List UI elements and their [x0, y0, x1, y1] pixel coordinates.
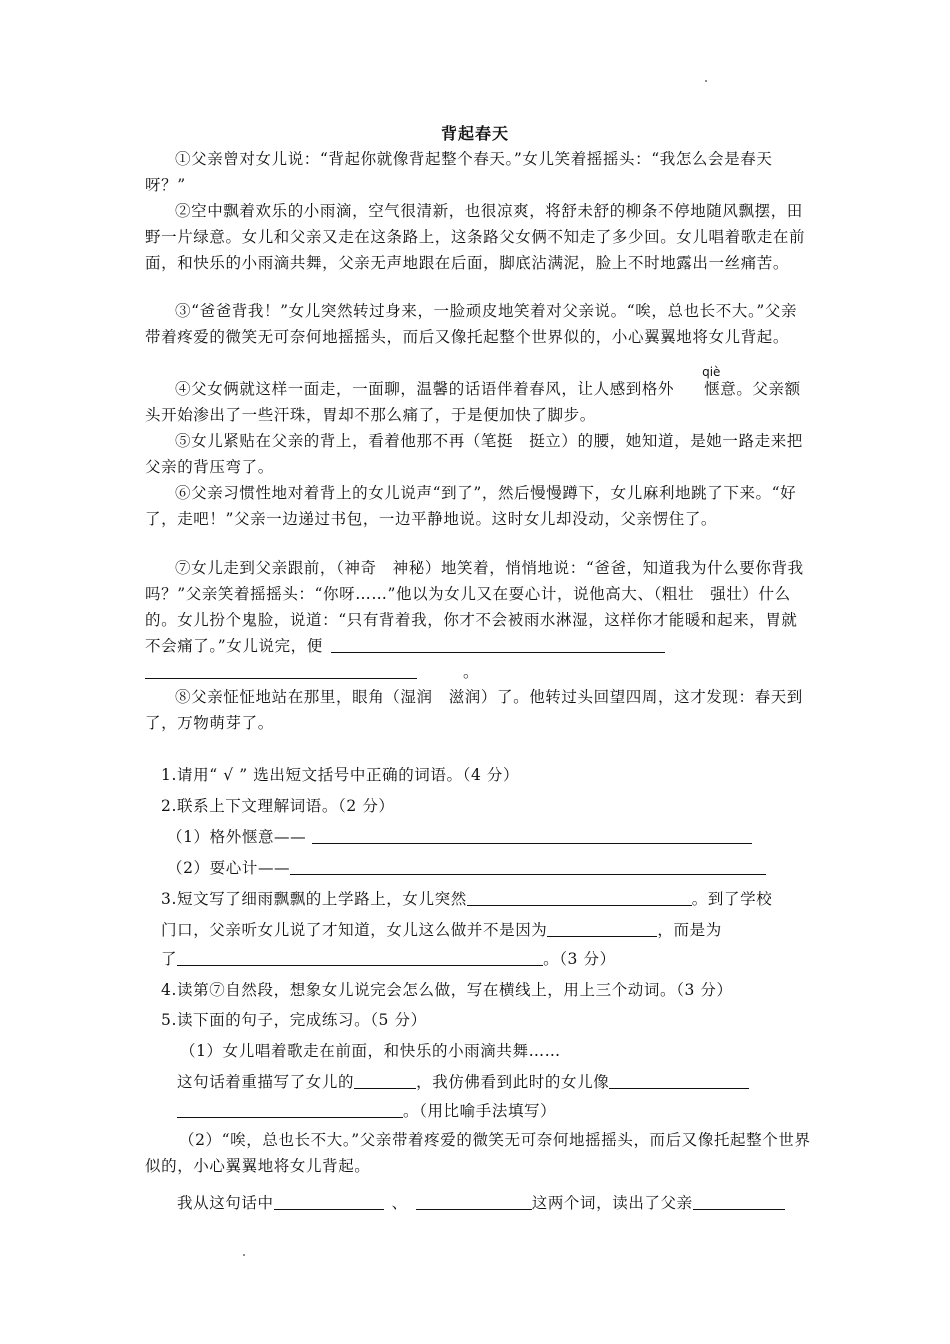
- question-5-2-line: [177, 1190, 785, 1216]
- answer-blank[interactable]: [467, 887, 692, 906]
- annotated-char-text: 惬: [704, 380, 721, 398]
- scan-dot: [243, 1254, 245, 1256]
- answer-blank[interactable]: [145, 660, 417, 679]
- paragraph-3: ③“爸爸背我！”女儿突然转过身来，一脸顽皮地笑着对父亲说。“唉，总也长不大。”父亲带着疼爱的微笑无可奈何地摇摇头，而后又像托起整个世界似的，小心翼翼地将女儿背起。: [145, 302, 798, 346]
- question-2: 2.联系上下文理解词语。（2 分）: [161, 797, 395, 815]
- question-3-line-1: [161, 886, 772, 912]
- question-1: 1.请用“ √ ” 选出短文括号中正确的词语。（4 分）: [161, 766, 520, 784]
- passage-title: 背起春天: [440, 124, 509, 143]
- question-2-1-label: （1）格外惬意——: [167, 828, 307, 846]
- question-3-text-b: 。到了学校: [691, 890, 773, 908]
- paragraph-4-text-2: 意。父亲额头开始渗出了一些汗珠，胃却不那么痛了，于是便加快了脚步。: [145, 380, 801, 424]
- question-5-2: （2）“唉，总也长不大。”父亲带着疼爱的微笑无可奈何地摇摇头，而后又像托起整个世界似的，小心翼翼地将女儿背起。: [145, 1131, 811, 1175]
- question-5-1-line-b: [177, 1098, 556, 1124]
- pinyin-annotation: qiè: [702, 365, 721, 379]
- answer-blank[interactable]: [693, 1191, 785, 1210]
- question-3-line-2: [161, 917, 722, 943]
- answer-blank[interactable]: [177, 1099, 403, 1118]
- question-5-2-text-c: 这两个词，读出了父亲: [531, 1194, 693, 1212]
- paragraph-5: ⑤女儿紧贴在父亲的背上，看着他那不再（笔挺 挺立）的腰，她知道，是她一路走来把父亲的背压弯了。: [145, 432, 803, 476]
- annotated-char: [674, 365, 721, 402]
- question-3-line-3: [161, 946, 616, 972]
- question-2-2-label: （2）耍心计——: [167, 859, 291, 877]
- question-2-2: [167, 855, 766, 881]
- paragraph-1: ①父亲曾对女儿说：“背起你就像背起整个春天。”女儿笑着摇摇头：“我怎么会是春天呀？”: [145, 150, 773, 194]
- paragraph-6: ⑥父亲习惯性地对着背上的女儿说声“到了”，然后慢慢蹲下，女儿麻利地跳了下来。“好了，走吧！”父亲一边递过书包，一边平静地说。这时女儿却没动，父亲愣住了。: [145, 484, 797, 528]
- question-5-1: （1）女儿唱着歌走在前面，和快乐的小雨滴共舞……: [180, 1042, 561, 1060]
- question-3-text: 3.短文写了细雨飘飘的上学路上，女儿突然: [161, 890, 467, 908]
- answer-blank[interactable]: [274, 1191, 384, 1210]
- question-5-1-text-a: 这句话着重描写了女儿的: [177, 1073, 355, 1091]
- answer-blank[interactable]: [416, 1191, 532, 1210]
- question-3-text-d: ，而是为: [657, 921, 722, 939]
- question-5-1-text-b: ，我仿佛看到此时的女儿像: [416, 1073, 610, 1091]
- answer-blank[interactable]: [177, 947, 543, 966]
- question-5-2-text-a: 我从这句话中: [177, 1194, 274, 1212]
- paragraph-8: ⑧父亲怔怔地站在那里，眼角（湿润 滋润）了。他转过头回望四周，这才发现：春天到了，万物萌芽了。: [145, 688, 803, 732]
- paragraph-2: ②空中飘着欢乐的小雨滴，空气很清新，也很凉爽，将舒未舒的柳条不停地随风飘摆，田野一片绿意。女儿和父亲又走在这条路上，这条路父女俩不知走了多少回。女儿唱着歌走在前面，和快乐的小雨滴共舞，父亲无声地跟在后面，脚底沾满泥，脸上不时地露出一丝痛苦。: [145, 202, 806, 272]
- question-3-text-f: 。（3 分）: [543, 950, 616, 968]
- question-5-1-text-c: 。（用比喻手法填写）: [403, 1102, 557, 1120]
- paragraph-4-text: ④父女俩就这样一面走，一面聊，温馨的话语伴着春风，让人感到格外: [175, 380, 675, 398]
- question-5-2-text-b: 、: [391, 1194, 408, 1212]
- answer-blank[interactable]: [354, 1070, 416, 1089]
- question-2-1: [167, 824, 752, 850]
- scan-dot: [705, 80, 707, 82]
- answer-blank[interactable]: [312, 825, 752, 844]
- answer-blank[interactable]: [609, 1070, 749, 1089]
- question-4: 4.读第⑦自然段，想象女儿说完会怎么做，写在横线上，用上三个动词。（3 分）: [161, 981, 733, 999]
- paragraph-7-text: ⑦女儿走到父亲跟前，（神奇 神秘）地笑着，悄悄地说：“爸爸，知道我为什么要你背我吗？”父亲笑着摇摇头：“你呀……”他以为女儿又在耍心计，说他高大、（粗壮 强壮）什么的。女儿扮个鬼脸，说道：“只有背着我，你才不会被雨水淋湿，这样你才能暖和起来，胃就不会痛了。”女儿说完，便: [145, 559, 804, 655]
- question-3-text-c: 门口，父亲听女儿说了才知道，女儿这么做并不是因为: [161, 921, 548, 939]
- question-3-text-e: 了: [161, 950, 178, 968]
- answer-blank[interactable]: [547, 918, 657, 937]
- paragraph-7: [145, 555, 810, 685]
- paragraph-4: [145, 365, 810, 428]
- question-5: 5.读下面的句子，完成练习。（5 分）: [161, 1011, 427, 1029]
- answer-blank[interactable]: [290, 856, 766, 875]
- paragraph-7-end: 。: [463, 663, 480, 681]
- question-5-1-line-a: [177, 1069, 749, 1095]
- answer-blank[interactable]: [331, 634, 665, 653]
